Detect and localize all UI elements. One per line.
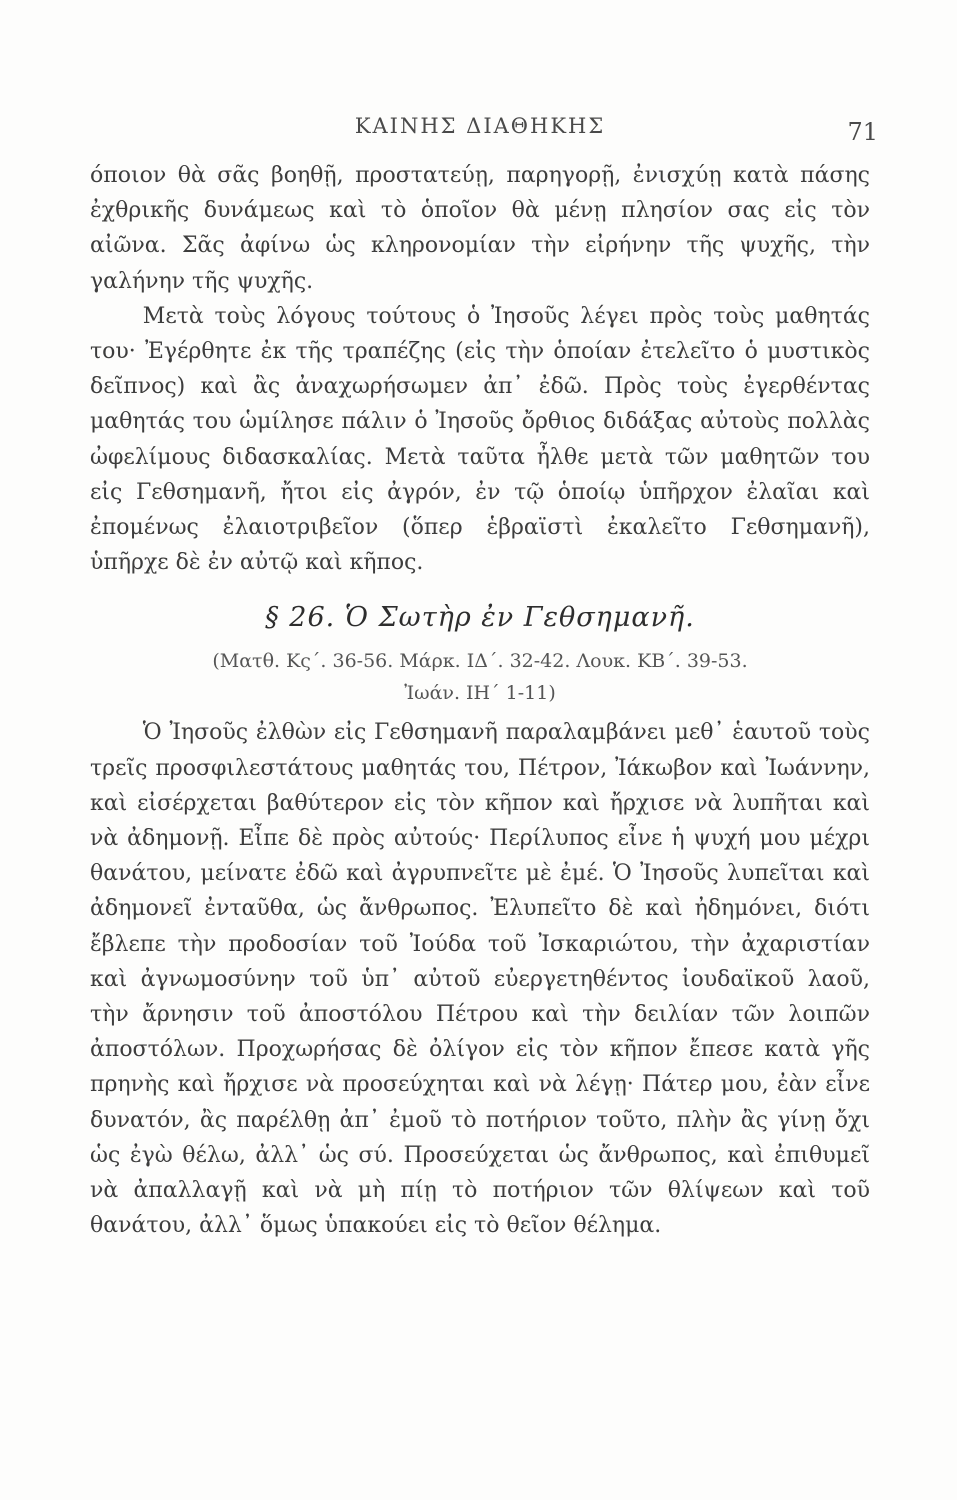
running-header: [90, 96, 878, 146]
scripture-references-line-1: (Ματθ. Κς΄. 36-56. Μάρκ. ΙΔ΄. 32-42. Λουκ. ΚΒ΄. 39-53.: [212, 650, 748, 673]
paragraph-continuation: όποιον θὰ σᾶς βοηθῇ, προστατεύῃ, παρηγορῇ, ἐνισχύῃ κατὰ πάσης ἐχθρικῆς δυνάμεως καὶ τὸ ὁποῖον θὰ μένῃ πλησίον σας εἰς τὸν αἰῶνα. Σᾶς ἀφίνω ὡς κληρονομίαν τὴν εἰρήνην τῆς ψυχῆς, τὴν γαλήνην τῆς ψυχῆς.: [90, 163, 870, 294]
book-page: [90, 96, 878, 1243]
page-number: 71: [847, 118, 878, 146]
scripture-references-line-2: Ἰωάν. ΙΗ΄ 1-11): [404, 682, 556, 705]
scripture-references: [90, 645, 870, 709]
running-title: ΚΑΙΝΗΣ ΔΙΑΘΗΚΗΣ: [354, 114, 606, 138]
section-heading: § 26. Ὁ Σωτὴρ ἐν Γεθσημανῆ.: [265, 602, 695, 634]
paragraph-departure: Μετὰ τοὺς λόγους τούτους ὁ Ἰησοῦς λέγει πρὸς τοὺς μαθητάς του· Ἐγέρθητε ἐκ τῆς τραπέζης (εἰς τὴν ὁποίαν ἐτελεῖτο ὁ μυστικὸς δεῖπνος) καὶ ἂς ἀναχωρήσωμεν ἀπ᾽ ἐδῶ. Πρὸς τοὺς ἐγερθέντας μαθητάς του ὡμίλησε πάλιν ὁ Ἰησοῦς ὄρθιος διδάξας αὐτοὺς πολλὰς ὠφελίμους διδασκαλίας. Μετὰ ταῦτα ἦλθε μετὰ τῶν μαθητῶν του εἰς Γεθσημανῆ, ἤτοι εἰς ἀγρόν, ἐν τῷ ὁποίῳ ὑπῆρχον ἐλαῖαι καὶ ἐπομένως ἐλαιοτριβεῖον (ὅπερ ἑβραϊστὶ ἐκαλεῖτο Γεθσημανῆ), ὑπῆρχε δὲ ἐν αὐτῷ καὶ κῆπος.: [90, 303, 870, 576]
paragraph-gethsemane: Ὁ Ἰησοῦς ἐλθὼν εἰς Γεθσημανῆ παραλαμβάνει μεθ᾽ ἑαυτοῦ τοὺς τρεῖς προσφιλεστάτους μαθητάς του, Πέτρον, Ἰάκωβον καὶ Ἰωάννην, καὶ εἰσέρχεται βαθύτερον εἰς τὸν κῆπον καὶ ἤρχισε νὰ λυπῆται καὶ νὰ ἀδημονῇ. Εἶπε δὲ πρὸς αὐτούς· Περίλυπος εἶνε ἡ ψυχή μου μέχρι θανάτου, μείνατε ἐδῶ καὶ ἀγρυπνεῖτε μὲ ἐμέ. Ὁ Ἰησοῦς λυπεῖται καὶ ἀδημονεῖ ἐνταῦθα, ὡς ἄνθρωπος. Ἐλυπεῖτο δὲ καὶ ἠδημόνει, διότι ἔβλεπε τὴν προδοσίαν τοῦ Ἰούδα τοῦ Ἰσκαριώτου, τὴν ἀχαριστίαν καὶ ἀγνωμοσύνην τοῦ ὑπ᾽ αὐτοῦ εὐεργετηθέντος ἰουδαϊκοῦ λαοῦ, τὴν ἄρνησιν τοῦ ἀποστόλου Πέτρου καὶ τὴν δειλίαν τῶν λοιπῶν ἀποστόλων. Προχωρήσας δὲ ὀλίγον εἰς τὸν κῆπον ἔπεσε κατὰ γῆς πρηνὴς καὶ ἤρχισε νὰ προσεύχηται καὶ νὰ λέγῃ· Πάτερ μου, ἐὰν εἶνε δυνατόν, ἂς παρέλθῃ ἀπ᾽ ἐμοῦ τὸ ποτήριον τοῦτο, πλὴν ἂς γίνῃ ὄχι ὡς ἐγὼ θέλω, ἀλλ᾽ ὡς σύ. Προσεύχεται ὡς ἄνθρωπος, καὶ ἐπιθυμεῖ νὰ ἀπαλλαγῇ καὶ νὰ μὴ πίῃ τὸ ποτήριον τῶν θλίψεων καὶ τοῦ θανάτου, ἀλλ᾽ ὅμως ὑπακούει εἰς τὸ θεῖον θέλημα.: [90, 720, 870, 1239]
